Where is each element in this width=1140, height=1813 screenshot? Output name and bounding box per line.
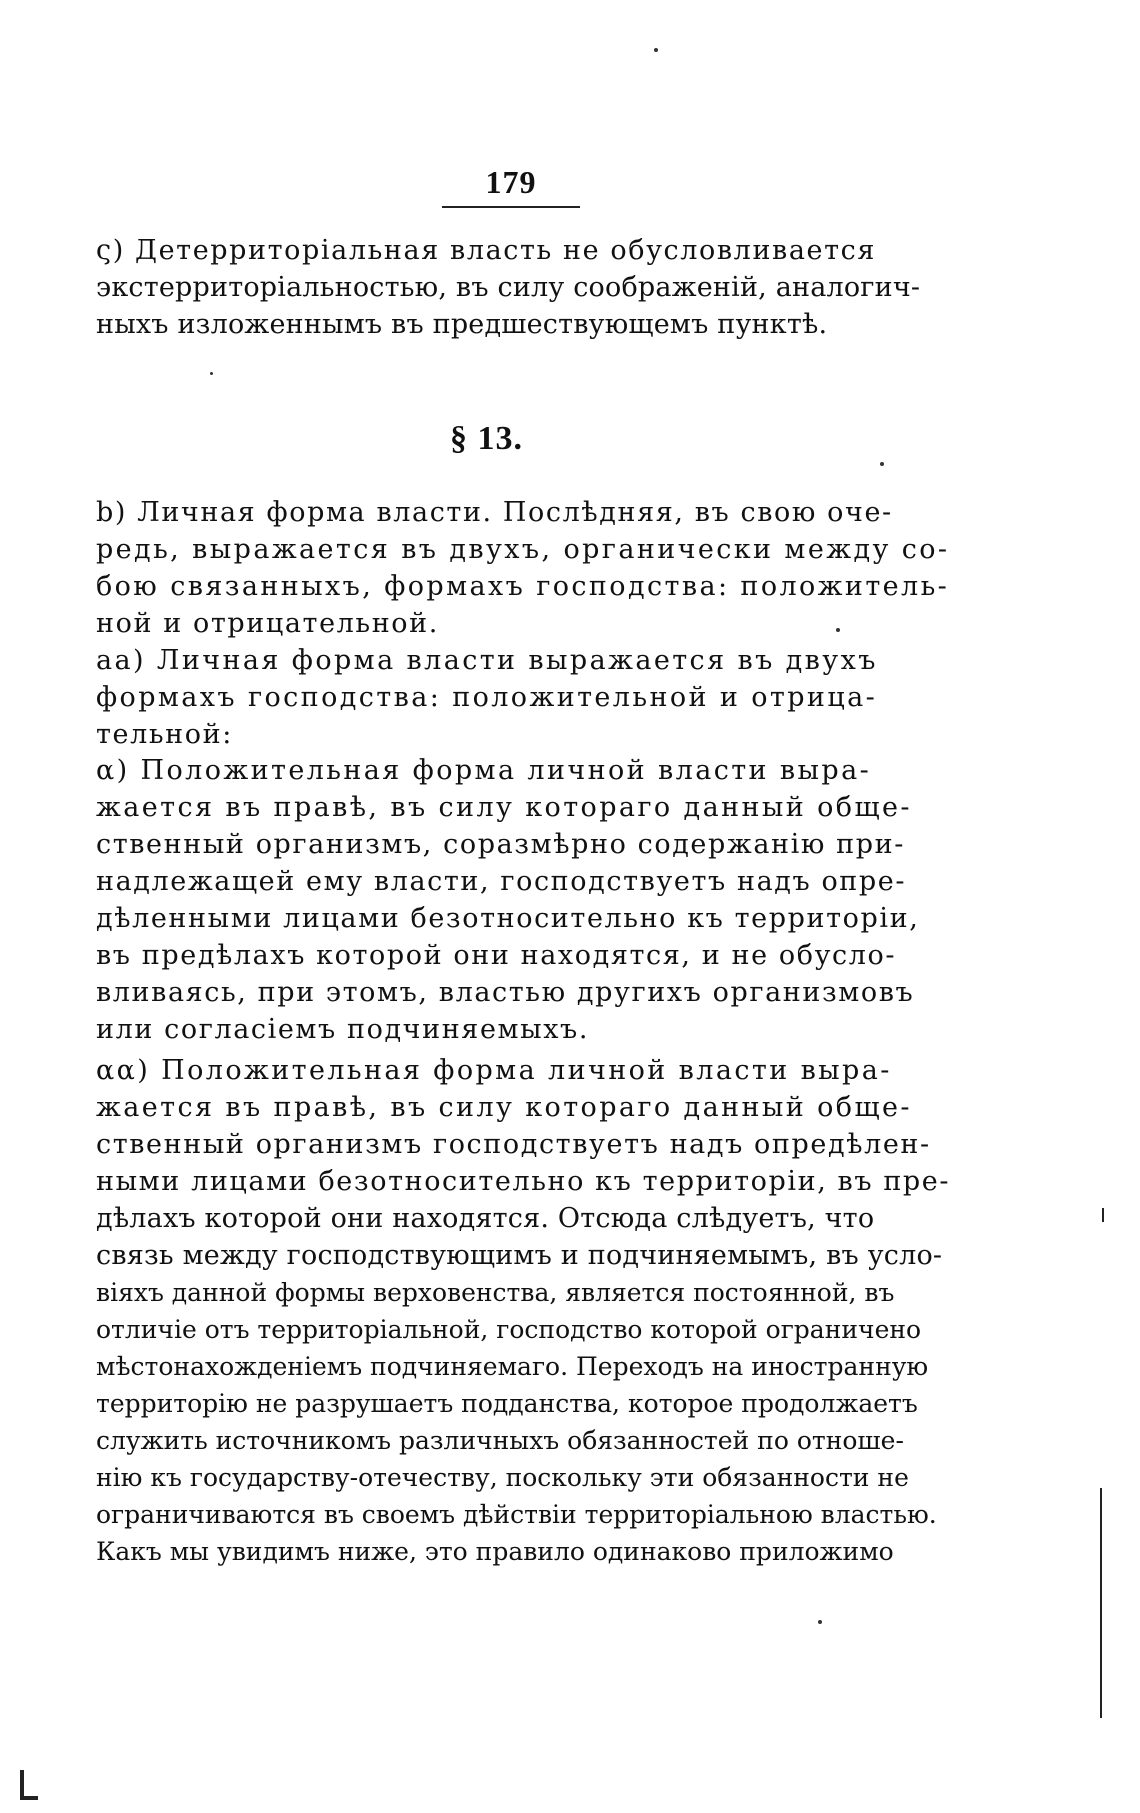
text-line: b) Личная форма власти. Послѣдняя, въ свою оче- [96,497,893,528]
text-line: или согласiемъ подчиняемыхъ. [96,1014,590,1045]
text-line: мѣстонахожденiемъ подчиняемаго. Переходъ на иностранную [96,1352,929,1381]
scan-speck [210,372,213,375]
text-line: территорiю не разрушаетъ подданства, которое продолжаетъ [96,1389,918,1418]
text-line: ными лицами безотносительно къ территорiи, въ пре- [96,1166,951,1197]
text-line: вливаясь, при этомъ, властью другихъ организмовъ [96,977,915,1008]
text-line: аа) Личная форма власти выражается въ двухъ [96,645,878,676]
scan-mark [1102,1208,1104,1222]
text-line: Какъ мы увидимъ ниже, это правило одинаково приложимо [96,1537,894,1566]
text-line: редь, выражается въ двухъ, органически между со- [96,534,950,565]
text-line: тельной: [96,719,233,750]
paragraph-aa [96,642,918,753]
text-line: формахъ господства: положительной и отрица- [96,682,878,713]
scan-speck [654,48,658,52]
section-heading: § 13. [450,420,523,457]
text-line: жается въ правѣ, въ силу котораго данный обще- [96,1092,912,1123]
text-line: отличiе отъ территорiальной, господство которой ограничено [96,1315,922,1344]
text-line: бою связанныхъ, формахъ господства: положитель- [96,571,950,602]
page-number-rule [442,206,580,208]
scan-mark [1100,1488,1102,1718]
text-line: жается въ правѣ, въ силу котораго данный обще- [96,792,912,823]
text-line: въ предѣлахъ которой они находятся, и не обусло- [96,940,897,971]
text-line: связь между господствующимъ и подчиняемымъ, въ усло- [96,1240,943,1271]
scan-speck [836,628,840,632]
text-line: ственный организмъ, соразмѣрно содержанiю при- [96,829,905,860]
text-line: ственный организмъ господствуетъ надъ опредѣлен- [96,1129,931,1160]
text-line: нiю къ государству-отечеству, поскольку эти обязанности не [96,1463,909,1492]
text-line: служить источникомъ различныхъ обязанностей по отноше- [96,1426,904,1455]
text-line: надлежащей ему власти, господствуетъ надъ опре- [96,866,907,897]
paragraph-c [96,232,921,343]
text-line: α) Положительная форма личной власти выра- [96,755,872,786]
page-number: 179 [485,164,537,200]
text-line: вiяхъ данной формы верховенства, является постоянной, въ [96,1278,895,1307]
paragraph-alpha-alpha [96,1052,951,1570]
text-line: αα) Положительная форма личной власти выра- [96,1055,892,1086]
scan-mark [20,1796,38,1800]
text-line: экстерриторiальностью, въ силу соображенiй, аналогич- [96,272,921,303]
paragraph-alpha [96,752,918,1048]
text-line: дѣлахъ которой они находятся. Отсюда слѣдуетъ, что [96,1203,875,1234]
paragraph-b [96,494,950,642]
text-line: дѣленными лицами безотносительно къ территорiи, [96,903,920,934]
text-line: ς) Детерриторiальная власть не обусловливается [96,235,877,266]
scan-speck [880,462,884,466]
text-line: ограничиваются въ своемъ дѣйствiи территорiальною властью. [96,1500,937,1529]
text-line: ной и отрицательной. [96,608,439,639]
scan-speck [818,1620,822,1624]
text-line: ныхъ изложеннымъ въ предшествующемъ пунктѣ. [96,309,828,340]
